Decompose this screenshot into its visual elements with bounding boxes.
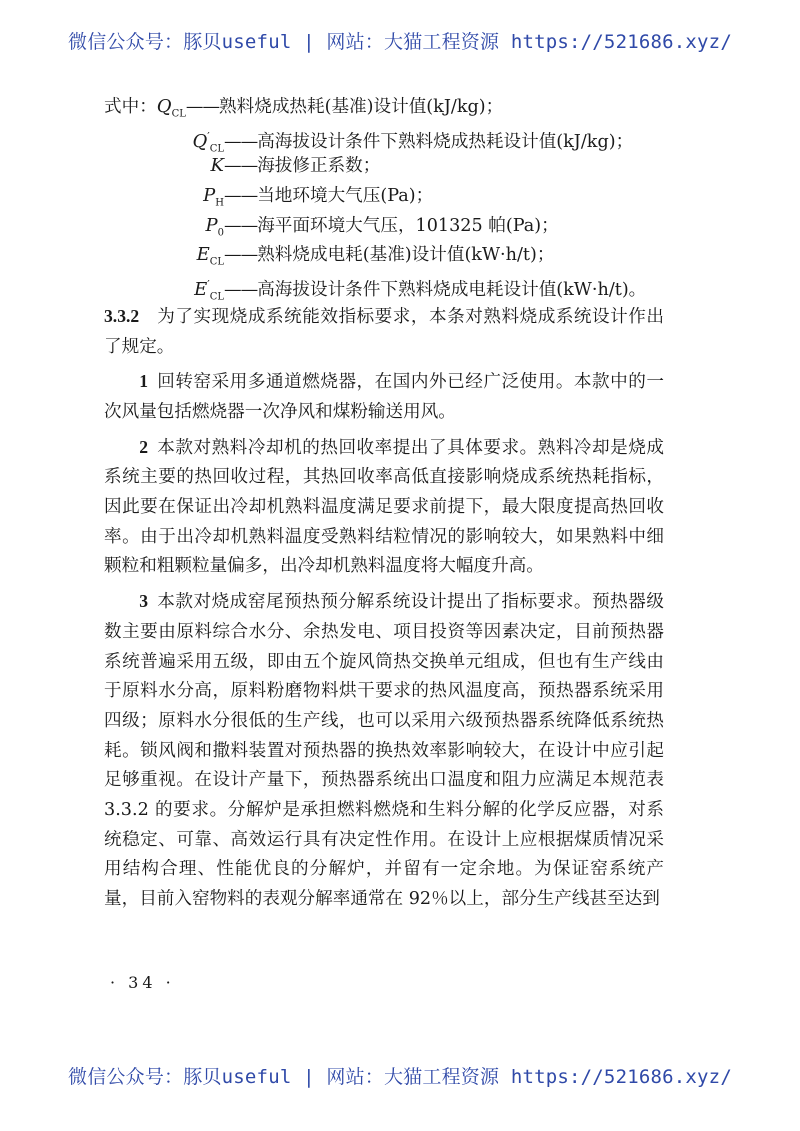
definition-text: 高海拔设计条件下熟料烧成热耗设计值(kJ/kg)； [257,131,634,152]
definition-text: 当地环境大气压(Pa)； [257,186,434,207]
definition-symbol: K [210,155,224,177]
watermark-banner-bottom: 微信公众号：豚贝useful | 网站：大猫工程资源 https://521686.xyz/ [68,1066,732,1088]
definition-dash: —— [224,131,258,152]
section-text: 为了实现烧成系统能效指标要求，本条对熟料烧成系统设计作出了规定。 [104,306,664,357]
item-paragraph [104,433,664,583]
definition-symbol: $E_{CL}$ [196,244,224,269]
definition-symbol: $P_H$ [203,185,224,209]
item-paragraph [104,587,664,915]
definition-text: 高海拔设计条件下熟料烧成电耗设计值(kW·h/t)。 [257,280,647,301]
definition-text: 熟料烧成热耗(基准)设计值(kJ/kg)； [219,97,504,117]
item-text: 本款对熟料冷却机的热回收率提出了具体要求。熟料冷却是烧成系统主要的热回收过程，其热回收率高低直接影响烧成系统热耗指标，因此要在保证出冷却机熟料温度满足要求前提下，最大限度提高热回收率。由于出冷却机熟料温度受熟料结粒情况的影响较大，如果熟料中细颗粒和粗颗粒量偏多，出冷却机熟料温度将大幅度升高。 [104,437,664,577]
item-number: 3 [139,591,148,612]
page-content [104,92,664,915]
definition-text: 海平面环境大气压，101325 帕(Pa)； [257,215,559,236]
item-number: 2 [139,436,148,457]
definition-line [104,92,664,122]
definition-dash: —— [224,215,258,236]
definition-text: 熟料烧成电耗(基准)设计值(kW·h/t)； [257,245,555,266]
item-text: 本款对烧成窑尾预热预分解系统设计提出了指标要求。预热器级数主要由原料综合水分、余热发电、项目投资等因素决定，目前预热器系统普遍采用五级，即由五个旋风筒热交换单元组成，但也有生产线由于原料水分高，原料粉磨物料烘干要求的热风温度高，预热器系统采用四级；原料水分很低的生产线，也可以采用六级预热器系统降低系统热耗。锁风阀和撒料装置对预热器的换热效率影响较大，在设计中应引起足够重视。在设计产量下，预热器系统出口温度和阻力应满足本规范表 3.3.2 的要求。分解炉是承担燃料燃烧和生料分解的化学反应器，对系统稳定、可靠、高效运行具有决定性作用。在设计上应根据煤质情况采用结构合理、性能优良的分解炉，并留有一定余地。为保证窑系统产量，目前入窑物料的表观分解率通常在 92％以上，部分生产线甚至达到 [104,592,664,910]
definition-line [104,211,664,241]
definition-symbol: $Q'_{CL}$ [192,129,224,155]
definition-line [104,240,664,270]
definition-dash: —— [224,186,258,207]
watermark-banner-top: 微信公众号：豚贝useful | 网站：大猫工程资源 https://521686.xyz/ [68,31,732,53]
definition-dash: —— [185,97,220,117]
definition-dash: —— [224,156,258,177]
definition-dash: —— [224,280,258,301]
definition-line [104,181,664,211]
item-list [104,367,664,915]
definition-line [104,122,664,155]
definition-lead: 式中： [104,97,157,117]
definition-symbol: $E'_{CL}$ [194,278,224,303]
page-number: · 34 · [110,973,175,992]
item-text: 回转窑采用多通道燃烧器，在国内外已经广泛使用。本款中的一次风量包括燃烧器一次净风和煤粉输送用风。 [104,372,664,422]
definition-dash: —— [224,245,258,266]
symbol-definitions [104,92,664,303]
definition-symbol: $Q_{CL}$ [156,96,186,120]
section-3-3-2 [104,302,664,362]
section-number: 3.3.2 [104,305,140,326]
definition-text: 海拔修正系数； [257,156,381,177]
definition-line [104,270,664,303]
item-paragraph [104,367,664,427]
definition-symbol: $P_0$ [205,214,224,239]
item-number: 1 [139,371,148,392]
